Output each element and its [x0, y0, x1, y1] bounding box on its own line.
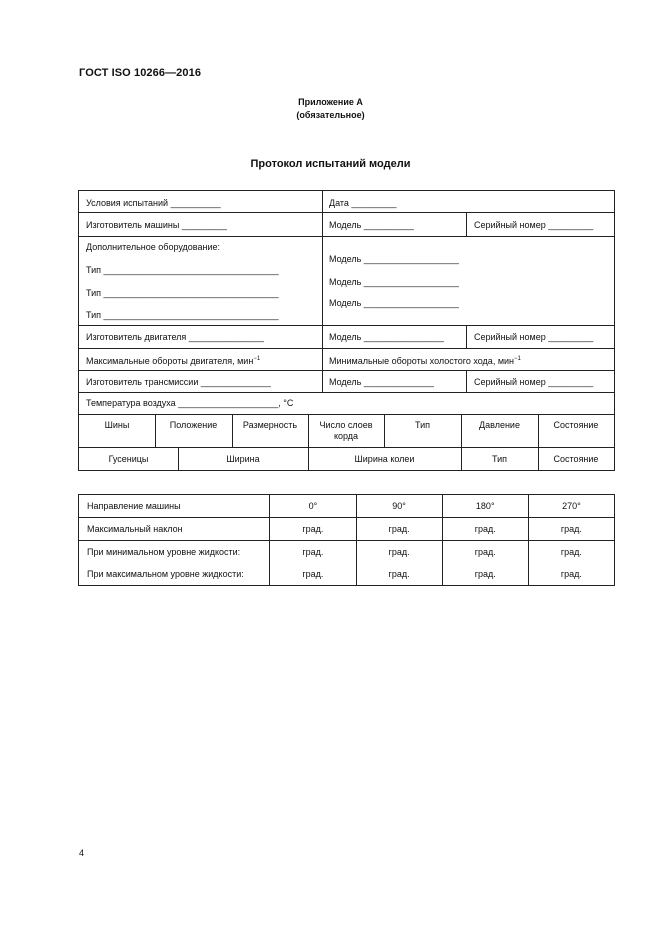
- transmission-serial-field: Серийный номер _________: [474, 377, 594, 387]
- equipment-type-field: Тип ___________________________________: [86, 265, 279, 275]
- tyre-type-header: Тип: [414, 420, 430, 430]
- max-engine-rpm-field: Максимальные обороты двигателя, мин$^{-1}$: [86, 356, 261, 366]
- direction-label: Направление машины: [79, 495, 270, 518]
- engine-serial-field: Серийный номер _________: [474, 332, 594, 342]
- additional-equipment-label: Дополнительное оборудование:: [86, 242, 220, 252]
- appendix-title: Приложение А: [298, 97, 363, 107]
- degree-cell: град.: [528, 563, 614, 586]
- degree-cell: град.: [528, 541, 614, 564]
- slope-table: [78, 494, 615, 586]
- air-temperature-field: Температура воздуха ____________________, °С: [86, 398, 294, 408]
- degree-cell: град.: [356, 518, 442, 541]
- document-header: ГОСТ ISO 10266—2016: [79, 67, 202, 79]
- size-header: Размерность: [242, 420, 298, 430]
- equipment-type-field: Тип ___________________________________: [86, 310, 279, 320]
- track-gauge-header: Ширина колеи: [354, 454, 415, 464]
- tracks-header: Гусеницы: [108, 454, 149, 464]
- track-type-header: Тип: [491, 454, 507, 464]
- page-number: 4: [79, 848, 85, 858]
- max-slope-label: Максимальный наклон: [79, 518, 270, 541]
- appendix-status: (обязательное): [296, 110, 365, 120]
- degree-cell: град.: [356, 563, 442, 586]
- angle-header: 90°: [356, 495, 442, 518]
- min-idle-rpm-field: Минимальные обороты холостого хода, мин$^{-1}$: [329, 356, 521, 366]
- machine-model-field: Модель __________: [329, 220, 414, 230]
- angle-header: 0°: [270, 495, 356, 518]
- equipment-model-field: Модель ___________________: [329, 298, 459, 308]
- equipment-type-field: Тип ___________________________________: [86, 288, 279, 298]
- degree-cell: град.: [270, 518, 356, 541]
- pressure-header: Давление: [479, 420, 520, 430]
- degree-cell: град.: [442, 563, 528, 586]
- tyres-header: Шины: [104, 420, 130, 430]
- transmission-model-field: Модель ______________: [329, 377, 434, 387]
- tyre-condition-header: Состояние: [553, 420, 599, 430]
- equipment-model-field: Модель ___________________: [329, 254, 459, 264]
- degree-cell: град.: [356, 541, 442, 564]
- equipment-model-field: Модель ___________________: [329, 277, 459, 287]
- degree-cell: град.: [528, 518, 614, 541]
- degree-cell: град.: [270, 563, 356, 586]
- transmission-manufacturer-field: Изготовитель трансмиссии ______________: [86, 377, 271, 387]
- position-header: Положение: [169, 420, 218, 430]
- min-fluid-label: При минимальном уровне жидкости:: [79, 541, 270, 564]
- test-conditions-field: Условия испытаний __________: [86, 198, 221, 208]
- angle-header: 270°: [528, 495, 614, 518]
- degree-cell: град.: [442, 518, 528, 541]
- engine-manufacturer-field: Изготовитель двигателя _______________: [86, 332, 264, 342]
- ply-count-header: Число слоев корда: [319, 420, 373, 441]
- track-condition-header: Состояние: [553, 454, 599, 464]
- track-width-header: Ширина: [226, 454, 260, 464]
- max-fluid-label: При максимальном уровне жидкости:: [79, 563, 270, 586]
- degree-cell: град.: [442, 541, 528, 564]
- date-field: Дата _________: [329, 198, 397, 208]
- degree-cell: град.: [270, 541, 356, 564]
- angle-header: 180°: [442, 495, 528, 518]
- machine-serial-field: Серийный номер _________: [474, 220, 594, 230]
- machine-manufacturer-field: Изготовитель машины _________: [86, 220, 227, 230]
- engine-model-field: Модель ________________: [329, 332, 444, 342]
- protocol-title: Протокол испытаний модели: [250, 158, 411, 170]
- test-protocol-table: [78, 190, 615, 471]
